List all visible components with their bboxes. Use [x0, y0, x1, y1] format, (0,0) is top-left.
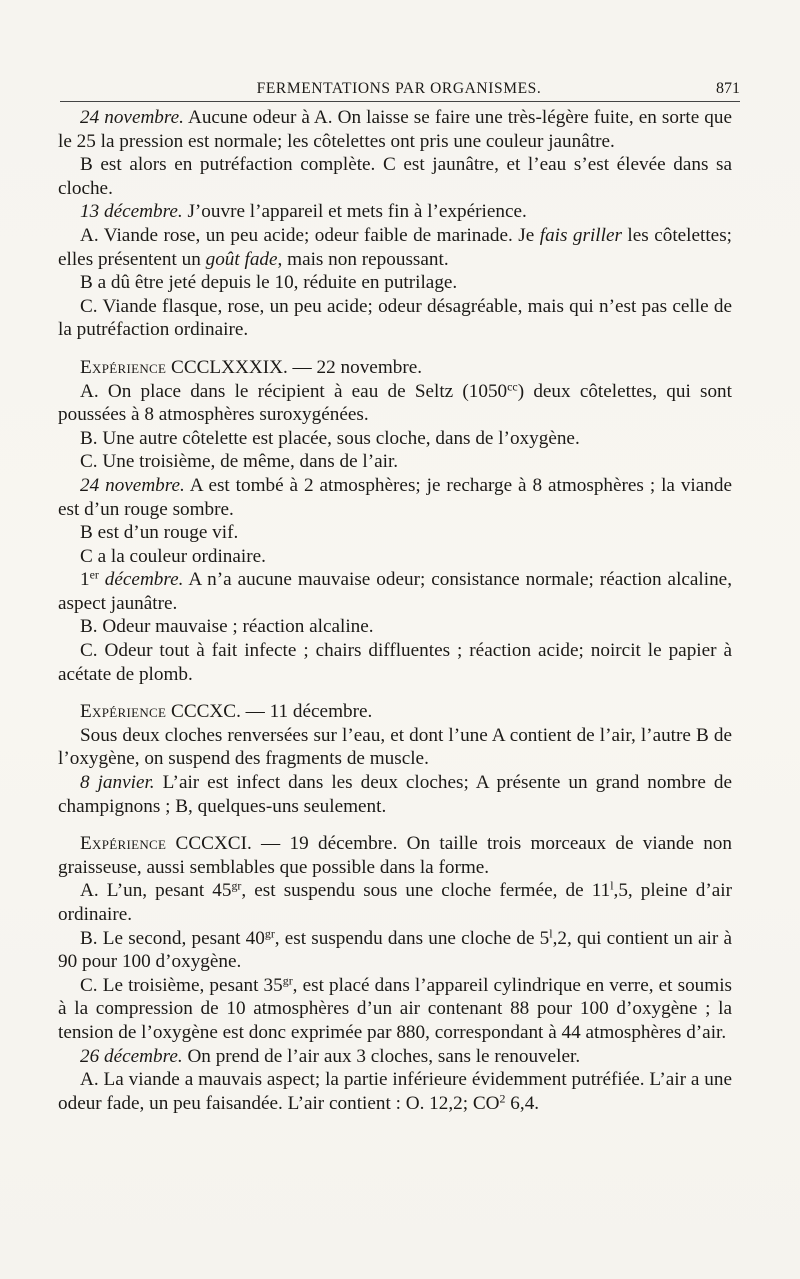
text-run: ,2, qui contient un air à 90 pour 100 d’oxygène.	[58, 927, 732, 973]
text-run: Sous deux cloches renversées sur l’eau, et dont l’une A contient de l’air, l’autre B de l’oxygène, on suspend des fragments de muscle.	[58, 724, 732, 770]
text-run: CCCLXXXIX. — 22 novembre.	[166, 356, 423, 378]
text-run: , est suspendu dans une cloche de 5	[274, 927, 550, 949]
text-run: ,5, pleine d’air ordinaire.	[58, 880, 732, 925]
text-run: B est alors en putréfaction complète. C est jaunâtre, et l’eau s’est élevée dans sa cloche.	[58, 154, 732, 199]
superscript: 2	[499, 1091, 506, 1106]
paragraph	[58, 356, 732, 380]
paragraph	[58, 639, 732, 686]
italic-text: 24 novembre.	[80, 474, 185, 496]
text-run: A est tombé à 2 atmosphères; je recharge à 8 atmosphères ; la viande est d’un rouge sombre.	[58, 474, 732, 520]
text-run: B est d’un rouge vif.	[80, 522, 239, 544]
paragraph	[58, 380, 732, 427]
text-run: C. Odeur tout à fait infecte ; chairs diffluentes ; réaction acide; noircit le papier à acétate de plomb.	[58, 640, 732, 685]
superscript: l	[549, 926, 553, 941]
text-run: B a dû être jeté depuis le 10, réduite en putrilage.	[80, 272, 458, 294]
running-header	[58, 76, 740, 104]
text-run: , est placé dans l’appareil cylindrique en verre, et soumis à la compression de 10 atmosphères d’un air contenant 88 pour 100 d’oxygène ; la tension de l’oxygène est donc exprimée par 880, correspondant à 44 atmosphères d’air.	[58, 974, 732, 1043]
paragraph	[58, 615, 732, 639]
paragraph	[58, 153, 732, 200]
text-run: C. Viande flasque, rose, un peu acide; odeur désagréable, mais qui n’est pas celle de la putréfaction ordinaire.	[58, 295, 732, 341]
superscript: er	[89, 567, 99, 582]
text-run: A n’a aucune mauvaise odeur; consistance normale; réaction alcaline, aspect jaunâtre.	[58, 569, 732, 614]
italic-text: 26 décembre.	[80, 1045, 183, 1067]
paragraph	[58, 771, 732, 818]
paragraph	[58, 224, 732, 271]
paragraph	[58, 832, 732, 879]
paragraph	[58, 879, 732, 926]
text-run: les côtelettes; elles présentent un	[58, 224, 732, 270]
italic-text: goût fade	[205, 248, 278, 270]
text-run: C. Le troisième, pesant 35	[80, 974, 283, 996]
paragraph	[58, 521, 732, 545]
text-run: C. Une troisième, de même, dans de l’air.	[80, 451, 399, 473]
body-text	[58, 106, 732, 1115]
text-run: Aucune odeur à A. On laisse se faire une très-légère fuite, en sorte que le 25 la pression est normale; les côtelettes ont pris une couleur jaunâtre.	[58, 107, 732, 152]
text-run: C a la couleur ordinaire.	[80, 545, 266, 567]
text-run: A. Viande rose, un peu acide; odeur faible de marinade. Je	[80, 224, 540, 246]
paragraph	[58, 200, 732, 224]
text-run: CCCXC. — 11 décembre.	[166, 701, 373, 723]
superscript: gr	[231, 878, 242, 893]
paragraph	[58, 724, 732, 771]
italic-text: 24 novembre.	[80, 107, 184, 128]
text-run: A. On place dans le récipient à eau de Seltz (1050	[80, 380, 508, 402]
paragraph	[58, 106, 732, 153]
superscript: l	[610, 878, 614, 893]
experiment-label: Expérience	[80, 833, 167, 855]
paragraph	[58, 450, 732, 474]
italic-text: décembre.	[98, 569, 184, 591]
experiment-label: Expérience	[80, 701, 167, 723]
superscript: cc	[507, 378, 518, 393]
paragraph	[58, 427, 732, 451]
text-run: A. La viande a mauvais aspect; la partie inférieure évidemment putréfiée. L’air a une odeur fade, un peu faisandée. L’air contient : O. 12,2; CO	[58, 1069, 732, 1114]
text-run: 6,4.	[505, 1092, 540, 1114]
running-title: FERMENTATIONS PAR ORGANISMES.	[256, 80, 542, 97]
italic-text: fais griller	[539, 224, 622, 246]
text-run: On prend de l’air aux 3 cloches, sans le renouveler.	[182, 1045, 581, 1067]
italic-text: 8 janvier.	[80, 772, 155, 794]
text-run: , mais non repoussant.	[277, 248, 449, 270]
paragraph	[58, 1045, 732, 1069]
paragraph	[58, 271, 732, 295]
paragraph	[58, 974, 732, 1045]
text-run: B. Odeur mauvaise ; réaction alcaline.	[80, 616, 374, 638]
page-number: 871	[716, 80, 740, 97]
text-run: J’ouvre l’appareil et mets fin à l’expérience.	[182, 201, 527, 223]
superscript: gr	[282, 973, 293, 988]
superscript: gr	[264, 926, 275, 941]
italic-text: 13 décembre.	[80, 201, 183, 223]
paragraph	[58, 700, 732, 724]
experiment-label: Expérience	[80, 356, 167, 378]
text-run: B. Le second, pesant 40	[80, 927, 265, 949]
header-rule	[60, 101, 740, 102]
text-run: B. Une autre côtelette est placée, sous cloche, dans de l’oxygène.	[80, 427, 580, 449]
paragraph	[58, 927, 732, 974]
text-run: , est suspendu sous une cloche fermée, de 11	[241, 880, 611, 902]
paragraph	[58, 1068, 732, 1115]
paragraph	[58, 545, 732, 569]
text-run: 1	[80, 569, 90, 591]
text-run: ) deux côtelettes, qui sont poussées à 8 atmosphères suroxygénées.	[58, 380, 732, 426]
paragraph	[58, 474, 732, 521]
text-run: CCCXCI. — 19 décembre. On taille trois morceaux de viande non graisseuse, aussi semblables que possible dans la forme.	[58, 833, 732, 878]
text-run: A. L’un, pesant 45	[80, 880, 232, 902]
paragraph	[58, 568, 732, 615]
paragraph	[58, 295, 732, 342]
text-run: L’air est infect dans les deux cloches; A présente un grand nombre de champignons ; B, quelques-uns seulement.	[58, 772, 732, 817]
